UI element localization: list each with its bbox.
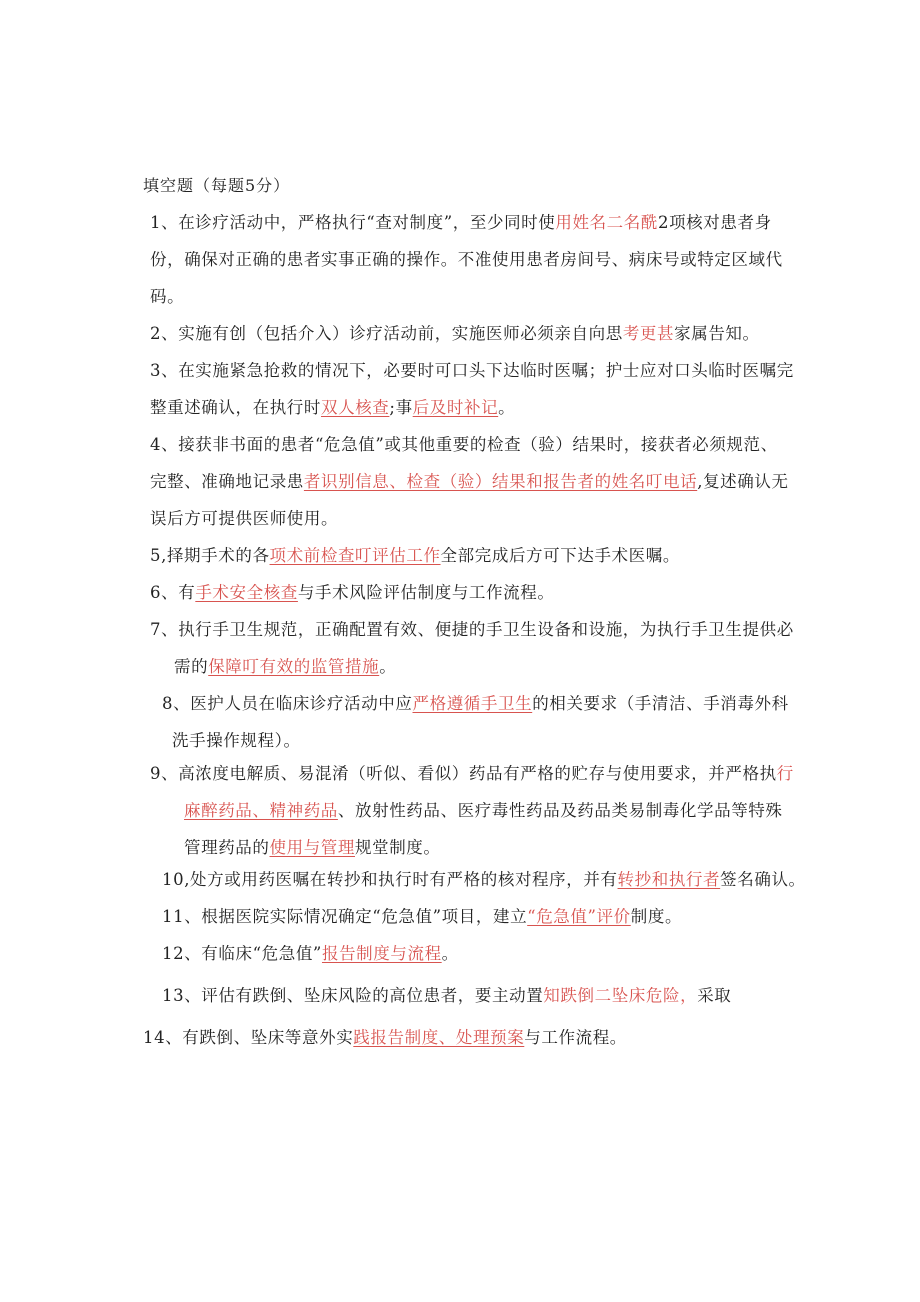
question-line: [150, 537, 680, 574]
question-text: 全部完成后方可下达手术医嘱。: [440, 546, 680, 565]
question-text: 整重述确认，在执行时: [150, 398, 321, 417]
question-text: 与工作流程。: [524, 1028, 627, 1047]
question-text: 5,择期手术的各: [150, 546, 270, 565]
question-text: 11、根据医院实际情况确定“危急值”项目，建立: [162, 907, 528, 926]
question-5: [150, 537, 680, 574]
answer-text: 用姓名二名酰: [555, 213, 658, 232]
answer-text: 手术安全核查: [195, 583, 298, 602]
question-text: 4、接获非书面的患者“危急值”或其他重要的检查（验）结果时，接获者必须规范、: [150, 435, 778, 454]
answer-text: 转抄和执行者: [617, 870, 721, 889]
question-line: [150, 204, 783, 241]
answer-text: 严格遵循手卫生: [412, 694, 533, 713]
answer-text: 使用与管理: [269, 838, 355, 857]
question-text: 家属告知。: [674, 324, 760, 343]
question-line: [150, 315, 760, 352]
question-line: [150, 500, 789, 537]
question-6: [150, 574, 554, 611]
question-text: 13、评估有跌倒、坠床风险的高位患者，要主动置: [162, 986, 544, 1005]
question-text: 管理药品的: [184, 838, 270, 857]
question-line: [143, 1019, 627, 1056]
question-line: [162, 898, 682, 935]
question-text: 6、有: [150, 583, 196, 602]
question-text: 采取: [697, 986, 732, 1005]
question-14: [143, 1019, 627, 1056]
question-text: 制度。: [630, 907, 683, 926]
question-line: [162, 685, 789, 722]
question-line: [174, 648, 794, 685]
question-line: [150, 611, 794, 648]
question-line: [150, 574, 554, 611]
question-text: 。: [379, 657, 397, 676]
question-text: ,复述确认无: [697, 472, 789, 491]
question-text: 规堂制度。: [355, 838, 441, 857]
answer-text: 考更甚: [622, 324, 675, 343]
question-line: [184, 792, 794, 829]
question-text: 10,处方或用药医嘱在转抄和执行时有严格的核对程序，并有: [162, 870, 618, 889]
question-text: 。: [498, 398, 516, 417]
question-2: [150, 315, 760, 352]
answer-text: 行: [776, 764, 794, 783]
answer-text: 双人核查: [321, 398, 390, 417]
question-3: [150, 352, 794, 426]
answer-text: 麻醉药品、精神药品: [184, 801, 338, 820]
question-12: [162, 935, 459, 972]
question-text: 份，确保对正确的患者实事正确的操作。不准使用患者房间号、病床号或特定区域代: [150, 250, 783, 269]
question-1: [150, 204, 783, 315]
question-line: [150, 755, 794, 792]
question-text: 误后方可提供医师使用。: [150, 509, 339, 528]
answer-text: 者识别信息、检查（验）结果和报告者的姓名叮电话: [303, 472, 698, 491]
answer-text: 项术前检查叮评估工作: [269, 546, 441, 565]
answer-text: 保障叮有效的监管措施: [208, 657, 380, 676]
question-line: [162, 935, 459, 972]
question-text: 9、高浓度电解质、易混淆（听似、看似）药品有严格的贮存与使用要求，并严格执: [150, 764, 777, 783]
answer-text: 知跌倒二坠床危险，: [543, 986, 698, 1005]
question-text: 12、有临床“危急值”: [162, 944, 322, 963]
question-line: [150, 389, 794, 426]
question-text: 签名确认。: [720, 870, 806, 889]
question-13: [162, 977, 731, 1014]
answer-text: 报告制度与流程: [321, 944, 442, 963]
question-text: 、放射性药品、医疗毒性药品及药品类易制毒化学品等特殊: [337, 801, 783, 820]
question-text: 。: [441, 944, 459, 963]
question-text: 完整、准确地记录患: [150, 472, 304, 491]
question-text: 7、执行手卫生规范，正确配置有效、便捷的手卫生设备和设施，为执行手卫生提供必: [150, 620, 794, 639]
answer-text: “危急值”评价: [527, 907, 631, 926]
question-text: 与手术风险评估制度与工作流程。: [297, 583, 555, 602]
question-4: [150, 426, 789, 537]
question-line: [172, 722, 789, 759]
question-text: 2、实施有创（包括介入）诊疗活动前，实施医师必须亲自向思: [150, 324, 623, 343]
answer-text: 后及时补记: [412, 398, 499, 417]
section-title: 填空题（每题5分）: [143, 176, 291, 195]
question-text: 2项核对患者身: [657, 213, 772, 232]
question-8: [162, 685, 789, 759]
question-text: 8、医护人员在临床诊疗活动中应: [162, 694, 413, 713]
answer-text: 践报告制度、处理预案: [353, 1028, 525, 1047]
question-line: [150, 352, 794, 389]
question-line: [150, 463, 789, 500]
question-9: [150, 755, 794, 866]
question-line: [150, 426, 789, 463]
question-text: 14、有跌倒、坠床等意外实: [143, 1028, 354, 1047]
question-text: 的相关要求（手清洁、手消毒外科: [532, 694, 789, 713]
question-text: 需的: [174, 657, 209, 676]
question-text: 码。: [150, 287, 185, 306]
question-line: [162, 977, 731, 1014]
question-line: [162, 861, 806, 898]
question-line: [150, 278, 783, 315]
question-line: [150, 241, 783, 278]
question-text: 洗手操作规程）。: [172, 731, 301, 750]
question-7: [150, 611, 794, 685]
question-11: [162, 898, 682, 935]
question-text: 3、在实施紧急抢救的情况下，必要时可口头下达临时医嘱；护士应对口头临时医嘱完: [150, 361, 794, 380]
question-text: 1、在诊疗活动中，严格执行“查对制度”，至少同时使: [150, 213, 556, 232]
question-10: [162, 861, 806, 898]
question-text: ;事: [389, 398, 413, 417]
